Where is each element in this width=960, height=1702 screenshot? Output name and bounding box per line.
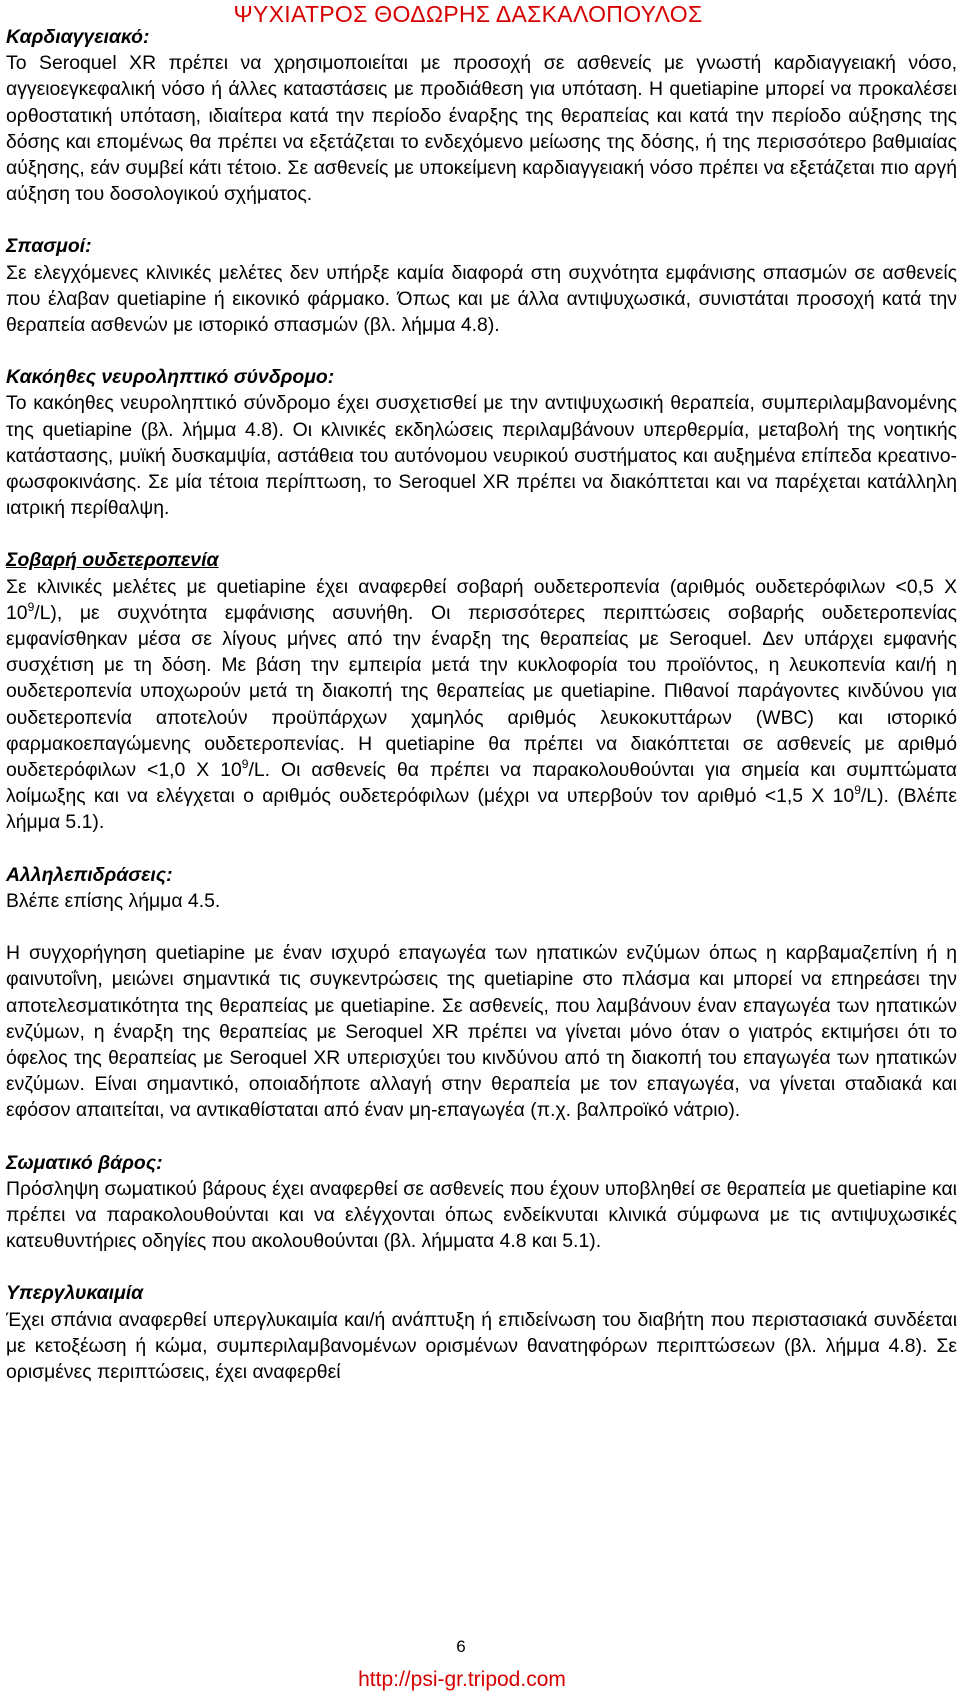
section-text-nms: Το κακόηθες νευροληπτικό σύνδρομο έχει συσχετισθεί με την αντιψυχωσική θεραπεία, συμπεριλαμβανομένης της quetiapine (βλ. λήμμα 4.8). Οι κλινικές εκδηλώσεις περιλαμβάνουν υπερθερμία, μεταβολή της νοητικής κατάστασης, μυϊκή δυσκαμψία, αστάθεια του αυτόνομου νευρικού συστήματος και αυξημένα επίπεδα κρεατινο-φωσφοκινάσης. Σε μία τέτοια περίπτωση, το Seroquel XR πρέπει να διακόπτεται και να παρέχεται κατάλληλη ιατρική περίθαλψη. <box>6 392 957 520</box>
superscript-exponent: 9 <box>854 783 861 798</box>
section-heading-weight: Σωματικό βάρος: <box>6 1151 163 1174</box>
section-heading-neutropenia: Σοβαρή ουδετεροπενία <box>6 549 219 572</box>
footer-url-link[interactable]: http://psi-gr.tripod.com <box>358 1668 566 1691</box>
neutropenia-text-part1: Σε κλινικές μελέτες με quetiapine έχει αναφερθεί σοβαρή ουδετεροπενία (αριθμός ουδετερόφιλων <0,5 Χ 10 <box>6 575 957 624</box>
superscript-exponent: 9 <box>241 757 249 772</box>
section-heading-nms: Κακόηθες νευροληπτικό σύνδρομο: <box>6 366 335 389</box>
section-text-cardio: Το Seroquel XR πρέπει να χρησιμοποιείται με προσοχή σε ασθενείς με γνωστή καρδιαγγειακή νόσο, αγγειοεγκεφαλική νόσο ή άλλες καταστάσεις με προδιάθεση για υπόταση. Η quetiapine μπορεί να προκαλέσει ορθοστατική υπόταση, ιδιαίτερα κατά την περίοδο έναρξης της θεραπείας και κατά την περίοδο αύξησης της δόσης και επομένως θα πρέπει να εξετάζεται το ενδεχόμενο μείωσης της δόσης, ή της περισσότερο βαθμιαίας αύξησης, εάν συμβεί κάτι τέτοιο. Σε ασθενείς με υποκείμενη καρδιαγγειακή νόσο πρέπει να εξετάζεται πιο αργή αύξηση του δοσολογικού σχήματος. <box>6 52 957 206</box>
section-text-neutropenia <box>6 574 957 836</box>
document-body <box>6 24 957 1385</box>
section-heading-interactions: Αλληλεπιδράσεις: <box>6 863 173 886</box>
section-heading-hyperglycemia: Υπεργλυκαιμία <box>6 1282 144 1305</box>
neutropenia-text-part2: /L), με συχνότητα εμφάνισης ασυνήθη. Οι περισσότερες περιπτώσεις σοβαρής ουδετεροπενίας εμφανίσθηκαν μέσα σε λίγους μήνες από την έναρξη της θεραπείας με Seroquel. Δεν υπάρχει εμφανής συσχέτιση με τη δόση. Με βάση την εμπειρία μετά την κυκλοφορία του προϊόντος, η λευκοπενία και/ή η ουδετεροπενία υποχωρούν μετά τη διακοπή της θεραπείας με quetiapine. Πιθανοί παράγοντες κινδύνου για ουδετεροπενία αποτελούν προϋπάρχων χαμηλός αριθμός λευκοκυττάρων (WBC) και ιστορικό φαρμακοεπαγώμενης ουδετεροπενίας. Η quetiapine θα πρέπει να διακόπτεται σε ασθενείς με αριθμό ουδετερόφιλων <1,0 Χ 10 <box>6 601 957 782</box>
section-heading-seizures: Σπασμοί: <box>6 235 92 258</box>
neutropenia-text-part3: /L. Οι ασθενείς θα πρέπει να παρακολουθούνται για σημεία και συμπτώματα λοίμωξης και να ελέγχεται ο αριθμός ουδετερόφιλων (μέχρι να υπερβούν τον αριθμό <1,5 Χ 10 <box>6 759 957 808</box>
neutropenia-text-part4: /L). (Βλέπε λήμμα 5.1). <box>6 785 957 834</box>
section-text-seizures: Σε ελεγχόμενες κλινικές μελέτες δεν υπήρξε καμία διαφορά στη συχνότητα εμφάνισης σπασμών σε ασθενείς που έλαβαν quetiapine ή εικονικό φάρμακο. Όπως και με άλλα αντιψυχωσικά, συνιστάται προσοχή κατά την θεραπεία ασθενών με ιστορικό σπασμών (βλ. λήμμα 4.8). <box>6 261 957 337</box>
section-text-interactions: Η συγχορήγηση quetiapine με έναν ισχυρό επαγωγέα των ηπατικών ενζύμων όπως η καρβαμαζεπίνη ή η φαινυτοΐνη, μειώνει σημαντικά τις συγκεντρώσεις της quetiapine στο πλάσμα και μπορεί να επηρεάσει την αποτελεσματικότητα της θεραπείας με quetiapine. Σε ασθενείς, που λαμβάνουν έναν επαγωγέα των ηπατικών ενζύμων, η έναρξη της θεραπείας με Seroquel XR πρέπει να γίνεται μόνο όταν ο γιατρός εκτιμήσει ότι το όφελος της θεραπείας με Seroquel XR υπερισχύει του κινδύνου από τη διακοπή του επαγωγέα των ηπατικών ενζύμων. Είναι σημαντικό, οποιαδήποτε αλλαγή στην θεραπεία με τον επαγωγέα, να γίνεται σταδιακά και εφόσον απαιτείται, να αντικαθίσταται από έναν μη-επαγωγέα (π.χ. βαλπροϊκό νάτριο). <box>6 942 957 1122</box>
section-see-also-interactions: Βλέπε επίσης λήμμα 4.5. <box>6 889 221 912</box>
section-text-weight: Πρόσληψη σωματικού βάρους έχει αναφερθεί σε ασθενείς που έχουν υποβληθεί σε θεραπεία με quetiapine και πρέπει να παρακολουθούνται και να ελέγχονται όπως ενδείκνυται κλινικά σύμφωνα με τις αντιψυχωσικές κατευθυντήριες οδηγίες που ακολουθούνται (βλ. λήμματα 4.8 και 5.1). <box>6 1177 957 1253</box>
section-text-hyperglycemia: Έχει σπάνια αναφερθεί υπεργλυκαιμία και/ή ανάπτυξη ή επιδείνωση του διαβήτη που περιστασιακά συνδέεται με κετοξέωση ή κώμα, συμπεριλαμβανομένων ορισμένων θανατηφόρων περιπτώσεων (βλ. λήμμα 4.8). Σε ορισμένες περιπτώσεις, έχει αναφερθεί <box>6 1308 957 1383</box>
section-heading-cardio: Καρδιαγγειακό: <box>6 26 150 48</box>
page-number: 6 <box>456 1637 466 1656</box>
page-header-title: ΨΥΧΙΑΤΡΟΣ ΘΟΔΩΡΗΣ ΔΑΣΚΑΛΟΠΟΥΛΟΣ <box>233 1 703 27</box>
superscript-exponent: 9 <box>27 599 35 614</box>
